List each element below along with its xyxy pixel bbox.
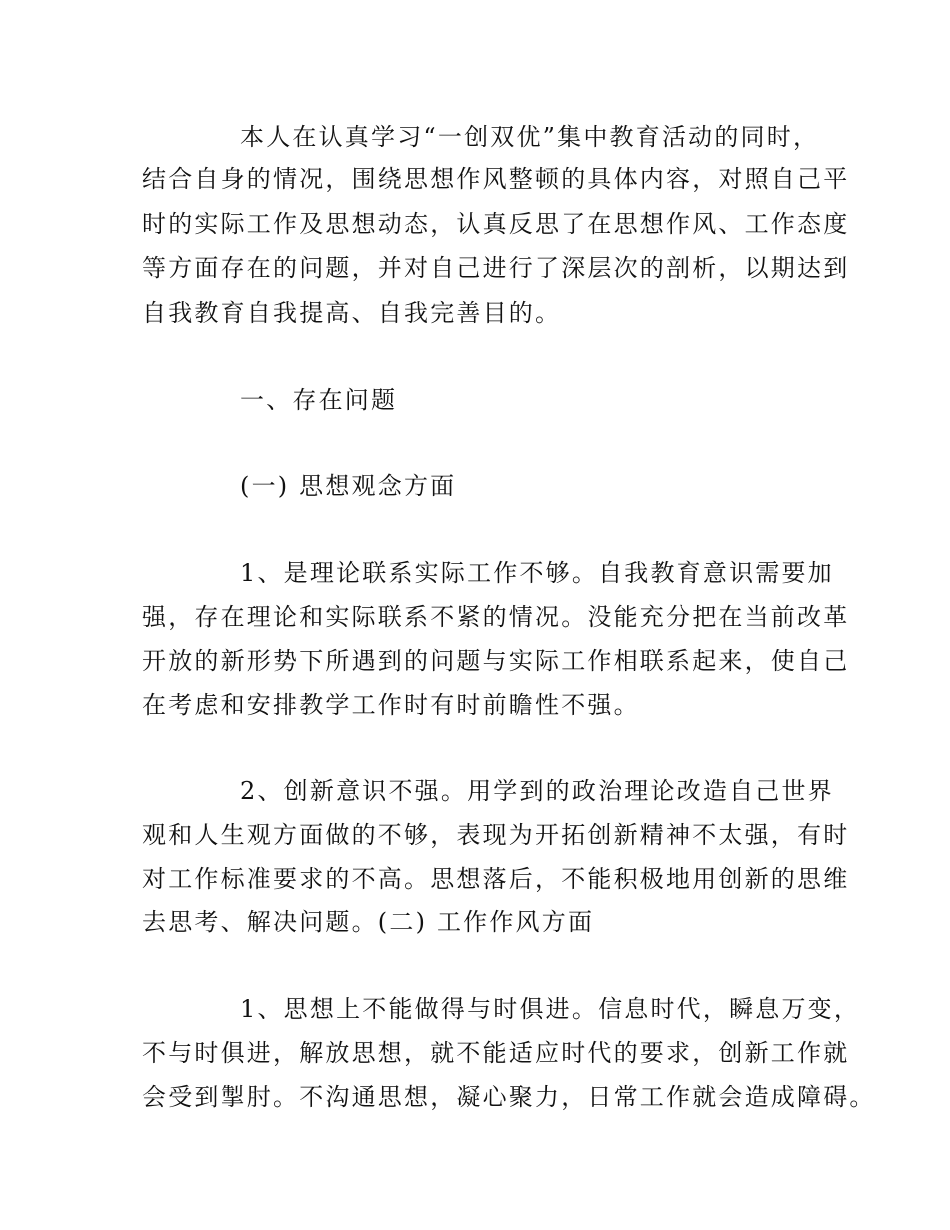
paragraph-line: 时的实际工作及思想动态，认真反思了在思想作风、工作态度 (142, 210, 850, 238)
paragraph-line: 不与时俱进，解放思想，就不能适应时代的要求，创新工作就 (142, 1039, 850, 1067)
paragraph-line: 1、思想上不能做得与时俱进。信息时代，瞬息万变， (240, 995, 861, 1023)
paragraph-line: 对工作标准要求的不高。思想落后，不能积极地用创新的思维 (142, 865, 850, 893)
paragraph-line: 强，存在理论和实际联系不紧的情况。没能充分把在当前改革 (142, 603, 850, 631)
section-heading: 一、存在问题 (240, 386, 398, 414)
paragraph-line: 观和人生观方面做的不够，表现为开拓创新精神不太强，有时 (142, 821, 850, 849)
subsection-heading: (一) 思想观念方面 (240, 472, 457, 500)
paragraph-line: 会受到掣肘。不沟通思想，凝心聚力，日常工作就会造成障碍。 (142, 1083, 876, 1111)
paragraph-line: 开放的新形势下所遇到的问题与实际工作相联系起来，使自己 (142, 647, 850, 675)
paragraph-line: 去思考、解决问题。(二) 工作作风方面 (142, 908, 595, 936)
paragraph-line: 2、创新意识不强。用学到的政治理论改造自己世界 (240, 777, 834, 805)
paragraph-line: 等方面存在的问题，并对自己进行了深层次的剖析，以期达到 (142, 254, 850, 282)
paragraph-line: 自我教育自我提高、自我完善目的。 (142, 299, 562, 327)
paragraph-line: 1、是理论联系实际工作不够。自我教育意识需要加 (240, 559, 834, 587)
paragraph-line: 本人在认真学习“一创双优”集中教育活动的同时， (240, 123, 820, 151)
paragraph-line: 结合自身的情况，围绕思想作风整顿的具体内容，对照自己平 (142, 165, 850, 193)
paragraph-line: 在考虑和安排教学工作时有时前瞻性不强。 (142, 691, 640, 719)
